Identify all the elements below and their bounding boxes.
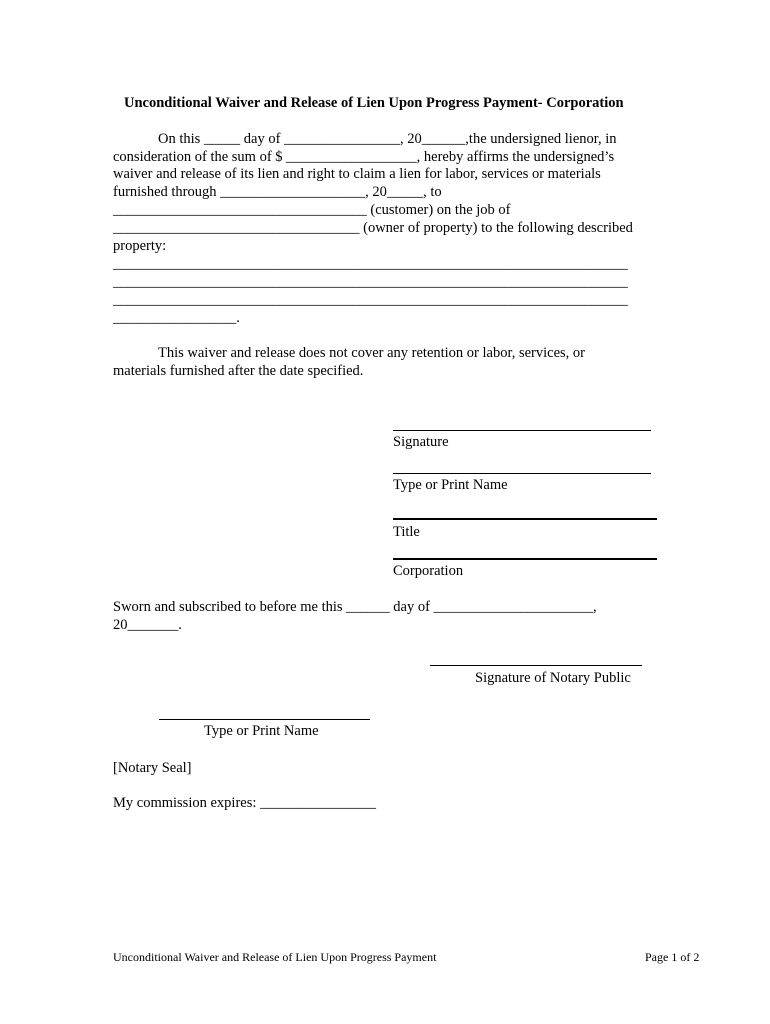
commission-expires-label: My commission expires: ________________	[113, 795, 377, 811]
title-line	[393, 518, 657, 520]
property-line-4: _________________.	[113, 310, 240, 326]
title-label: Title	[393, 524, 420, 540]
paragraph1-line-4: furnished through ____________________, 20_____, to	[113, 184, 442, 200]
notary-print-name-label: Type or Print Name	[204, 723, 319, 739]
print-name-line	[393, 473, 651, 474]
paragraph2-line-1: This waiver and release does not cover any retention or labor, services, or	[158, 345, 586, 361]
paragraph1-line-3: waiver and release of its lien and right to claim a lien for labor, services or materials	[113, 166, 601, 182]
notary-print-name-line	[159, 719, 370, 720]
paragraph1-line-5: ___________________________________ (customer) on the job of	[113, 202, 511, 218]
sworn-line-2: 20_______.	[113, 617, 182, 633]
corporation-label: Corporation	[393, 563, 464, 579]
paragraph1-line-7: property:	[113, 238, 167, 254]
paragraph1-line-6: __________________________________ (owner of property) to the following described	[113, 220, 633, 236]
footer-page-number: Page 1 of 2	[645, 950, 700, 964]
corporation-line	[393, 558, 657, 560]
paragraph1-line-2: consideration of the sum of $ __________________, hereby affirms the undersigned’s	[113, 149, 615, 165]
document-title: Unconditional Waiver and Release of Lien Upon Progress Payment- Corporation	[124, 95, 624, 111]
print-name-label: Type or Print Name	[393, 477, 508, 493]
footer-document-name: Unconditional Waiver and Release of Lien Upon Progress Payment	[113, 950, 437, 964]
signature-label: Signature	[393, 434, 449, 450]
notary-seal-label: [Notary Seal]	[113, 760, 192, 776]
notary-signature-line	[430, 665, 642, 666]
property-line-3: _______________________________________________________________________	[113, 292, 628, 308]
property-line-2: _______________________________________________________________________	[113, 274, 628, 290]
signature-line	[393, 430, 651, 431]
paragraph2-line-2: materials furnished after the date specified.	[113, 363, 364, 379]
paragraph1-line-1: On this _____ day of ________________, 20______,the undersigned lienor, in	[158, 131, 617, 147]
property-line-1: _______________________________________________________________________	[113, 256, 628, 272]
notary-signature-label: Signature of Notary Public	[475, 670, 631, 686]
sworn-line-1: Sworn and subscribed to before me this ______ day of ______________________,	[113, 599, 597, 615]
